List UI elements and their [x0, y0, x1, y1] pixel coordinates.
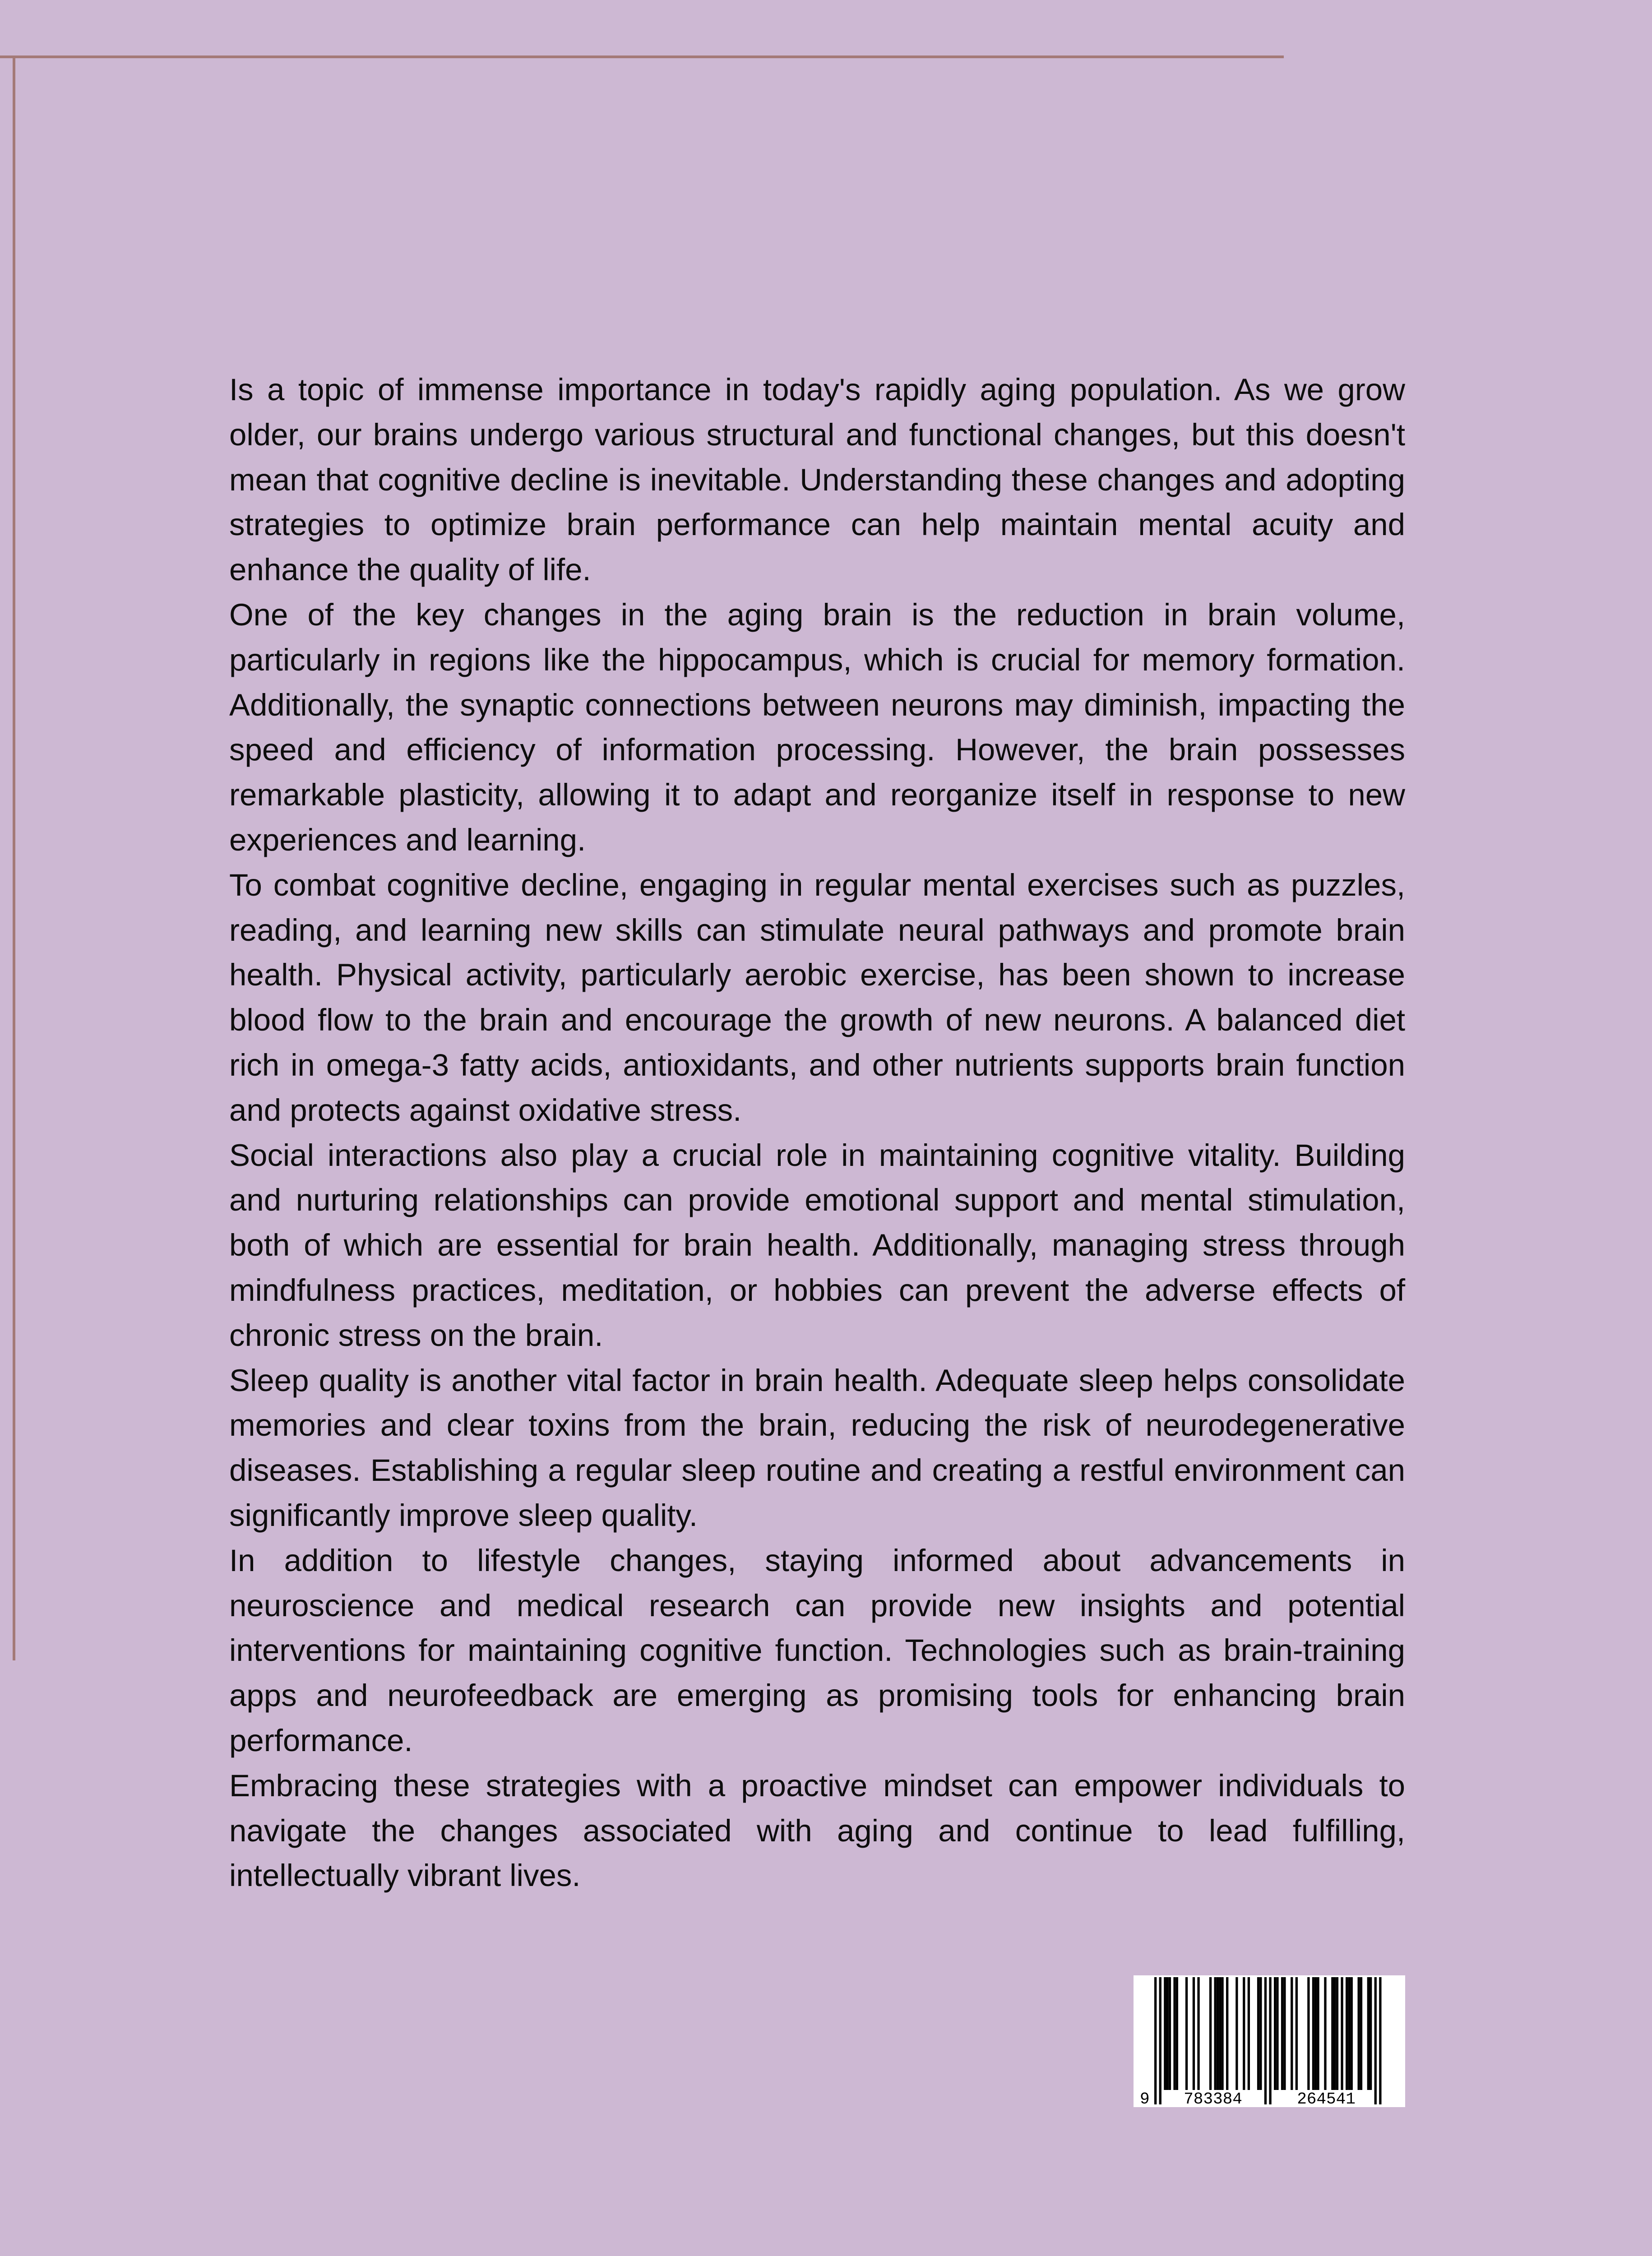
barcode-bar — [1269, 1977, 1271, 2104]
barcode-digits-left: 783384 — [1184, 2090, 1242, 2107]
barcode-bar — [1173, 1977, 1175, 2090]
barcode-bar — [1379, 1977, 1381, 2104]
barcode-bar — [1334, 1977, 1336, 2090]
barcode-digits-right: 264541 — [1297, 2090, 1356, 2107]
blurb-paragraph: One of the key changes in the aging brain is the reduction in brain volume, particularly in regions like the hippocampus, which is crucial for memory formation. Additionally, the synaptic connections between neurons may diminish, impacting the speed and efficiency of information processing. However, the brain possesses remarkable plasticity, allowing it to adapt and reorganize itself in response to new experiences and learning. — [229, 597, 1405, 857]
barcode-bar — [1312, 1977, 1314, 2090]
barcode-bar — [1259, 1977, 1262, 2090]
barcode-bar — [1331, 1977, 1333, 2090]
barcode-bar — [1243, 1977, 1245, 2090]
barcode-bar — [1217, 1977, 1219, 2090]
barcode-bar — [1219, 1977, 1221, 2090]
isbn-barcode — [1134, 1975, 1405, 2107]
blurb-paragraph: Is a topic of immense importance in today's rapidly aging population. As we grow older, our brains undergo various structural and functional changes, but this doesn't mean that cognitive decline is inevitable. Understanding these changes and adopting strategies to optimize brain performance can help maintain mental acuity and enhance the quality of life. — [229, 372, 1405, 587]
barcode-bar — [1257, 1977, 1259, 2090]
barcode-bar — [1166, 1977, 1169, 2090]
barcode-bar — [1193, 1977, 1195, 2090]
barcode-bar — [1274, 1977, 1276, 2090]
barcode-bar — [1264, 1977, 1267, 2104]
barcode-bar — [1358, 1977, 1360, 2090]
barcode-bar — [1209, 1977, 1212, 2090]
barcode-bar — [1236, 1977, 1238, 2090]
barcode-bar — [1276, 1977, 1278, 2090]
barcode-bar — [1314, 1977, 1317, 2090]
barcode-bar — [1324, 1977, 1326, 2090]
barcode-bar — [1351, 1977, 1353, 2090]
barcode-bar — [1367, 1977, 1370, 2090]
barcode-bar — [1283, 1977, 1286, 2090]
barcode-bar — [1374, 1977, 1377, 2104]
blurb-paragraph: To combat cognitive decline, engaging in regular mental exercises such as puzzles, reading, and learning new skills can stimulate neural pathways and promote brain health. Physical activity, particularly aerobic exercise, has been shown to increase blood flow to the brain and encourage the growth of new neurons. A balanced diet rich in omega-3 fatty acids, antioxidants, and other nutrients supports brain function and protects against oxidative stress. — [229, 867, 1405, 1128]
barcode-bar — [1164, 1977, 1166, 2090]
barcode-bar — [1341, 1977, 1343, 2090]
barcode-bar — [1248, 1977, 1250, 2090]
blurb-paragraph: In addition to lifestyle changes, staying informed about advancements in neuroscience and medical research can provide new insights and potential interventions for maintaining cognitive function. Technologies such as brain-training apps and neurofeedback are emerging as promising tools for enhancing brain performance. — [229, 1543, 1405, 1758]
barcode-bar — [1226, 1977, 1228, 2090]
barcode-bar — [1197, 1977, 1199, 2090]
barcode-digit-first: 9 — [1140, 2090, 1150, 2107]
barcode-bar — [1370, 1977, 1372, 2090]
barcode-bar — [1346, 1977, 1348, 2090]
barcode-bar — [1360, 1977, 1362, 2090]
blurb-paragraph: Sleep quality is another vital factor in brain health. Adequate sleep helps consolidate memories and clear toxins from the brain, reducing the risk of neurodegenerative diseases. Establishing a regular sleep routine and creating a restful environment can significantly improve sleep quality. — [229, 1363, 1405, 1533]
barcode-bar — [1291, 1977, 1293, 2090]
back-cover-blurb — [229, 367, 1405, 1898]
blurb-paragraph: Social interactions also play a crucial role in maintaining cognitive vitality. Building and nurturing relationships can provide emotional support and mental stimulation, both of which are essential for brain health. Additionally, managing stress through mindfulness practices, meditation, or hobbies can prevent the adverse effects of chronic stress on the brain. — [229, 1137, 1405, 1353]
top-border-line — [0, 55, 1284, 58]
barcode-bar — [1214, 1977, 1217, 2090]
barcode-bar — [1169, 1977, 1171, 2090]
barcode-bar — [1317, 1977, 1319, 2090]
barcode-bar — [1281, 1977, 1283, 2090]
barcode-bar — [1348, 1977, 1350, 2090]
barcode-bar — [1176, 1977, 1178, 2090]
barcode-bar — [1185, 1977, 1188, 2090]
barcode-bar — [1296, 1977, 1298, 2090]
barcode-bar — [1221, 1977, 1223, 2090]
barcode-digits — [1140, 2090, 1356, 2107]
barcode-bar — [1336, 1977, 1338, 2090]
barcode-bars — [1154, 1977, 1382, 2104]
barcode-bar — [1307, 1977, 1310, 2090]
barcode-bar — [1154, 1977, 1157, 2104]
left-border-line — [13, 55, 15, 1660]
blurb-paragraph: Embracing these strategies with a proactive mindset can empower individuals to navigate the changes associated with aging and continue to lead fulfilling, intellectually vibrant lives. — [229, 1768, 1405, 1893]
barcode-bar — [1159, 1977, 1161, 2104]
